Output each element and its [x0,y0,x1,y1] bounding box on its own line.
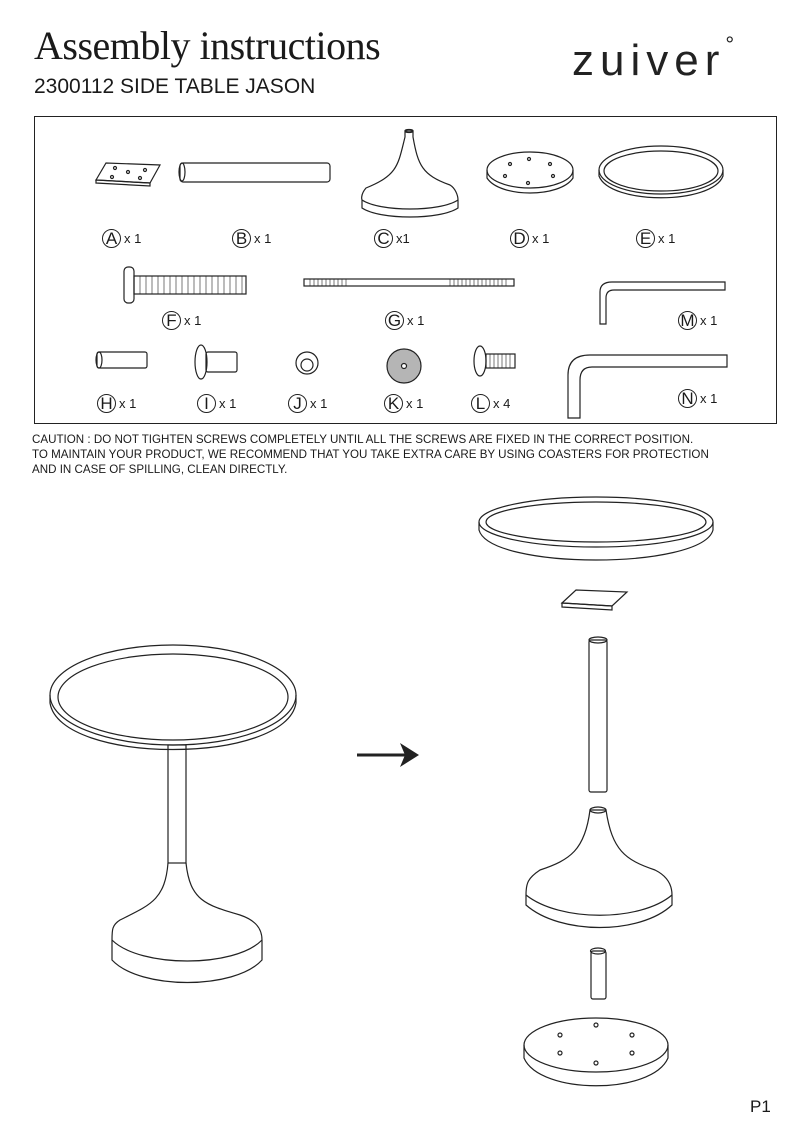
part-qty: x 1 [124,231,142,246]
part-letter: B [232,229,251,248]
part-label-h [97,394,136,413]
part-label-l [471,394,510,413]
part-label-b [232,229,271,248]
part-j-drawing [296,352,318,374]
part-label-n [678,389,717,408]
part-qty: x 4 [493,396,511,411]
part-l-drawing [474,346,515,376]
part-letter: E [636,229,655,248]
part-qty: x 1 [219,396,237,411]
part-letter: H [97,394,116,413]
part-label-a [102,229,141,248]
part-label-g [385,311,424,330]
part-g-drawing [304,279,514,286]
caution-notice [32,432,792,477]
part-qty: x 1 [407,313,425,328]
part-d-drawing [487,152,573,193]
part-letter: D [510,229,529,248]
part-qty: x 1 [310,396,328,411]
part-letter: K [384,394,403,413]
part-letter: M [678,311,697,330]
part-qty: x 1 [406,396,424,411]
part-i-drawing [195,345,237,379]
assembled-table-drawing [50,645,296,983]
part-qty: x 1 [700,391,718,406]
part-a-drawing [96,163,160,186]
part-letter: N [678,389,697,408]
part-label-j [288,394,327,413]
part-label-k [384,394,423,413]
part-n-drawing [568,355,727,418]
part-label-e [636,229,675,248]
part-label-d [510,229,549,248]
logo-mark: ° [725,32,735,57]
document-title: Assembly instructions [34,23,381,68]
part-h-drawing [96,352,147,368]
part-qty: x 1 [700,313,718,328]
part-qty: x 1 [254,231,272,246]
logo-text: zuiver [572,36,726,85]
part-e-drawing [599,146,723,198]
part-label-f [162,311,201,330]
part-qty: x 1 [184,313,202,328]
part-qty: x 1 [532,231,550,246]
arrow-icon [357,743,419,767]
part-label-c [374,229,410,248]
caution-line: CAUTION : DO NOT TIGHTEN SCREWS COMPLETELY UNTIL ALL THE SCREWS ARE FIXED IN THE CORRECT POSITION. [32,433,694,446]
part-letter: G [385,311,404,330]
part-c-drawing [362,130,458,218]
part-b-drawing [179,163,330,182]
part-f-drawing [124,267,246,303]
part-letter: J [288,394,307,413]
caution-line: TO MAINTAIN YOUR PRODUCT, WE RECOMMEND THAT YOU TAKE EXTRA CARE BY USING COASTERS FOR PROTECTION [32,448,709,461]
part-letter: A [102,229,121,248]
part-letter: C [374,229,393,248]
part-letter: L [471,394,490,413]
part-letter: I [197,394,216,413]
part-qty: x 1 [658,231,676,246]
caution-line: AND IN CASE OF SPILLING, CLEAN DIRECTLY. [32,463,288,476]
part-letter: F [162,311,181,330]
part-qty: x1 [396,231,410,246]
exploded-view-drawing [479,497,713,1086]
part-label-i [197,394,236,413]
part-k-drawing [387,349,421,383]
product-name: 2300112 SIDE TABLE JASON [34,75,316,98]
part-label-m [678,311,717,330]
page-number: P1 [750,1097,771,1116]
part-qty: x 1 [119,396,137,411]
